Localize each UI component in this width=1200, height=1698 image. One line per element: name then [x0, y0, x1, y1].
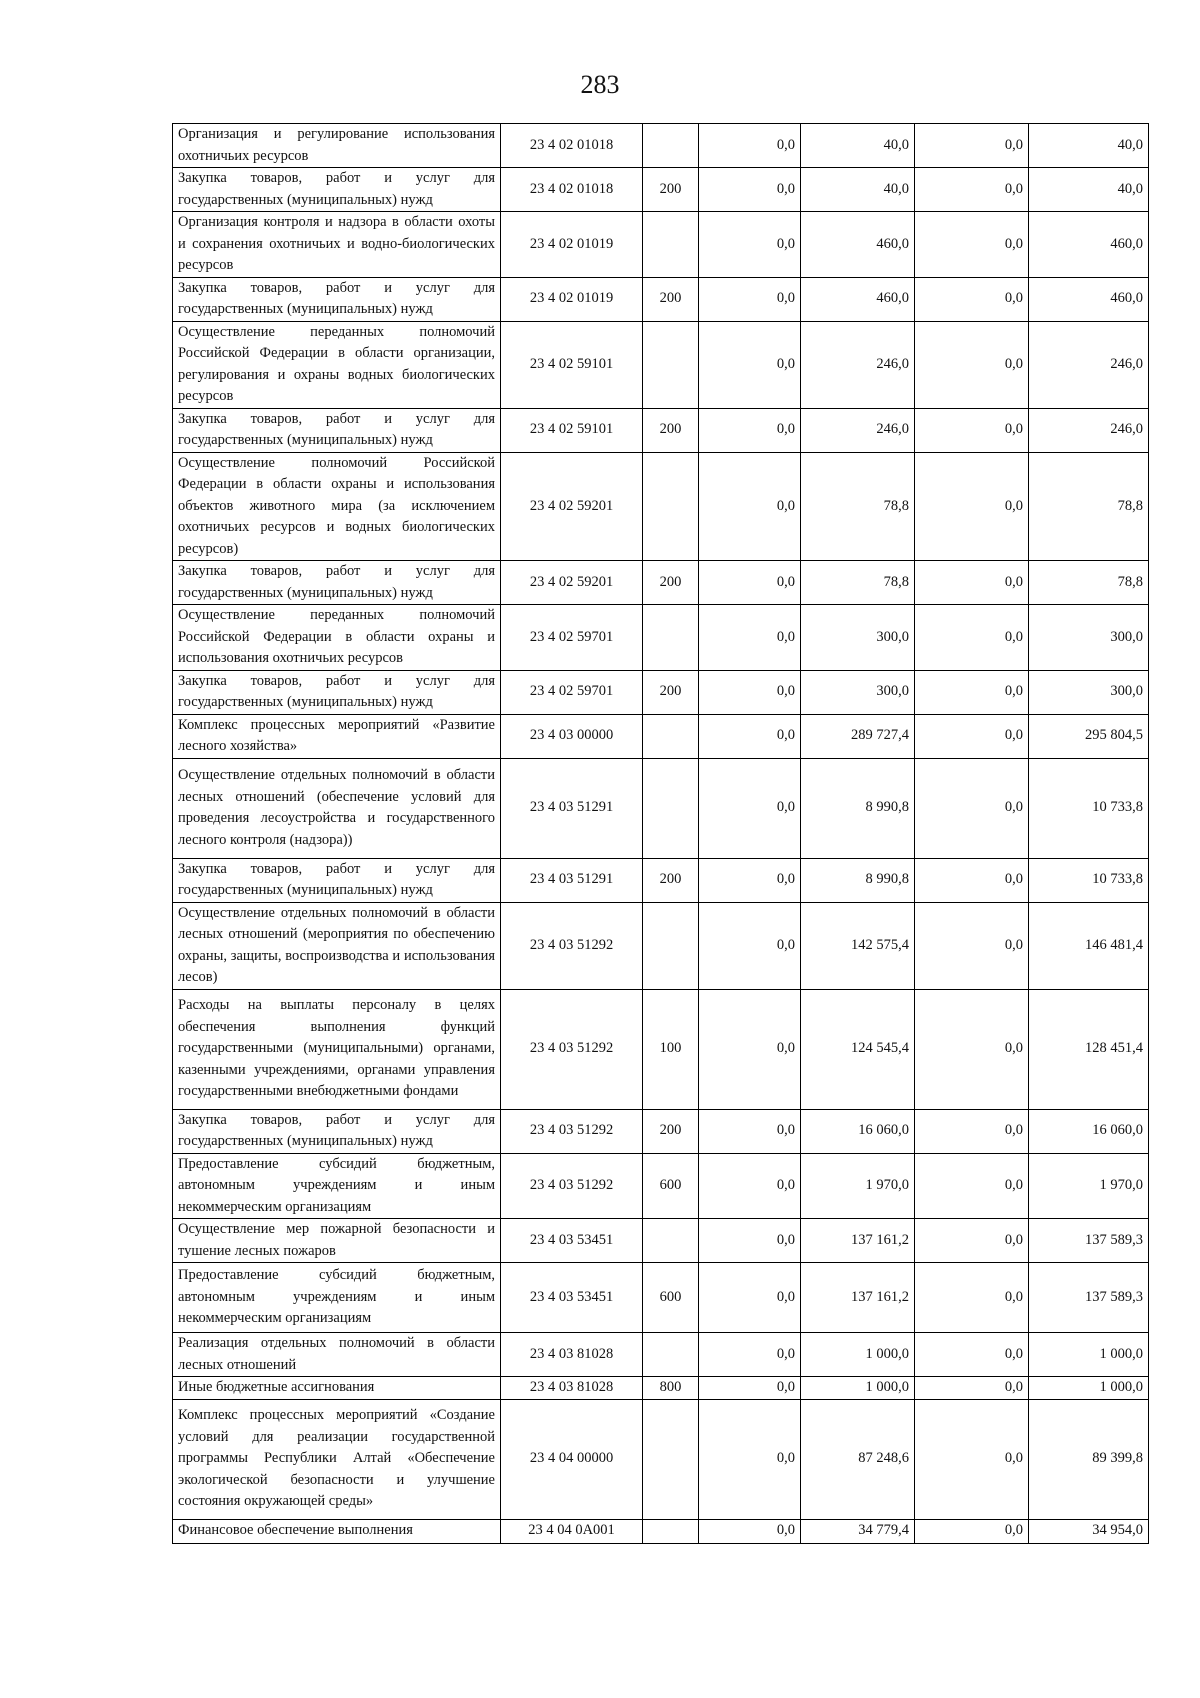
row-name: Закупка товаров, работ и услуг для государственных (муниципальных) нужд	[173, 670, 501, 714]
value-col-2: 87 248,6	[801, 1399, 915, 1519]
value-col-4: 1 000,0	[1029, 1333, 1149, 1377]
value-col-3: 0,0	[915, 989, 1029, 1109]
expense-type-code	[643, 758, 699, 858]
target-article-code: 23 4 03 51292	[501, 1109, 643, 1153]
expense-type-code	[643, 1333, 699, 1377]
value-col-4: 34 954,0	[1029, 1519, 1149, 1543]
value-col-2: 40,0	[801, 168, 915, 212]
row-name: Осуществление переданных полномочий Российской Федерации в области организации, регулирования и охраны водных биологических ресурсов	[173, 321, 501, 408]
row-name: Организация контроля и надзора в области охоты и сохранения охотничьих и водно-биологических ресурсов	[173, 212, 501, 278]
expense-type-code: 200	[643, 858, 699, 902]
row-name: Закупка товаров, работ и услуг для государственных (муниципальных) нужд	[173, 168, 501, 212]
expense-type-code: 600	[643, 1263, 699, 1333]
value-col-2: 1 000,0	[801, 1333, 915, 1377]
target-article-code: 23 4 03 53451	[501, 1263, 643, 1333]
page-number: 283	[580, 70, 620, 99]
target-article-code: 23 4 02 59201	[501, 452, 643, 561]
value-col-3: 0,0	[915, 124, 1029, 168]
expense-type-code: 100	[643, 989, 699, 1109]
table-row	[173, 321, 1149, 408]
value-col-4: 40,0	[1029, 124, 1149, 168]
table-row	[173, 1109, 1149, 1153]
expense-type-code: 200	[643, 1109, 699, 1153]
value-col-3: 0,0	[915, 902, 1029, 989]
value-col-1: 0,0	[699, 321, 801, 408]
table-row	[173, 561, 1149, 605]
value-col-4: 10 733,8	[1029, 858, 1149, 902]
target-article-code: 23 4 02 59701	[501, 670, 643, 714]
value-col-4: 16 060,0	[1029, 1109, 1149, 1153]
target-article-code: 23 4 03 81028	[501, 1377, 643, 1400]
value-col-4: 246,0	[1029, 321, 1149, 408]
row-name: Комплекс процессных мероприятий «Развитие лесного хозяйства»	[173, 714, 501, 758]
target-article-code: 23 4 02 59101	[501, 321, 643, 408]
value-col-4: 246,0	[1029, 408, 1149, 452]
row-name: Осуществление полномочий Российской Федерации в области охраны и использования объектов животного мира (за исключением охотничьих ресурсов и водных биологических ресурсов)	[173, 452, 501, 561]
value-col-3: 0,0	[915, 1377, 1029, 1400]
value-col-3: 0,0	[915, 1219, 1029, 1263]
expense-type-code: 800	[643, 1377, 699, 1400]
value-col-2: 246,0	[801, 321, 915, 408]
row-name: Закупка товаров, работ и услуг для государственных (муниципальных) нужд	[173, 858, 501, 902]
value-col-3: 0,0	[915, 670, 1029, 714]
table-row	[173, 1377, 1149, 1400]
value-col-1: 0,0	[699, 168, 801, 212]
expense-type-code: 600	[643, 1153, 699, 1219]
value-col-2: 1 970,0	[801, 1153, 915, 1219]
value-col-1: 0,0	[699, 758, 801, 858]
value-col-4: 137 589,3	[1029, 1219, 1149, 1263]
value-col-1: 0,0	[699, 858, 801, 902]
value-col-3: 0,0	[915, 1519, 1029, 1543]
value-col-4: 78,8	[1029, 452, 1149, 561]
target-article-code: 23 4 03 81028	[501, 1333, 643, 1377]
value-col-2: 246,0	[801, 408, 915, 452]
value-col-3: 0,0	[915, 1153, 1029, 1219]
value-col-4: 78,8	[1029, 561, 1149, 605]
row-name: Осуществление отдельных полномочий в области лесных отношений (мероприятия по обеспечению охраны, защиты, воспроизводства и использования лесов)	[173, 902, 501, 989]
target-article-code: 23 4 03 51291	[501, 858, 643, 902]
row-name: Финансовое обеспечение выполнения	[173, 1519, 501, 1543]
value-col-2: 1 000,0	[801, 1377, 915, 1400]
target-article-code: 23 4 03 00000	[501, 714, 643, 758]
value-col-3: 0,0	[915, 212, 1029, 278]
value-col-2: 40,0	[801, 124, 915, 168]
target-article-code: 23 4 02 01019	[501, 277, 643, 321]
value-col-2: 34 779,4	[801, 1519, 915, 1543]
value-col-1: 0,0	[699, 1377, 801, 1400]
table-row	[173, 1399, 1149, 1519]
row-name: Осуществление переданных полномочий Российской Федерации в области охраны и использования охотничьих ресурсов	[173, 605, 501, 671]
value-col-4: 10 733,8	[1029, 758, 1149, 858]
value-col-4: 1 000,0	[1029, 1377, 1149, 1400]
table-row	[173, 124, 1149, 168]
value-col-3: 0,0	[915, 1263, 1029, 1333]
expense-type-code	[643, 321, 699, 408]
target-article-code: 23 4 04 00000	[501, 1399, 643, 1519]
value-col-1: 0,0	[699, 561, 801, 605]
table-row	[173, 277, 1149, 321]
value-col-1: 0,0	[699, 989, 801, 1109]
value-col-4: 300,0	[1029, 670, 1149, 714]
table-row	[173, 212, 1149, 278]
expense-type-code: 200	[643, 168, 699, 212]
value-col-2: 460,0	[801, 212, 915, 278]
table-row	[173, 1333, 1149, 1377]
value-col-4: 40,0	[1029, 168, 1149, 212]
value-col-2: 137 161,2	[801, 1263, 915, 1333]
expense-type-code	[643, 1519, 699, 1543]
row-name: Реализация отдельных полномочий в области лесных отношений	[173, 1333, 501, 1377]
value-col-3: 0,0	[915, 1109, 1029, 1153]
table-row	[173, 605, 1149, 671]
value-col-4: 460,0	[1029, 277, 1149, 321]
value-col-1: 0,0	[699, 452, 801, 561]
target-article-code: 23 4 02 59101	[501, 408, 643, 452]
value-col-1: 0,0	[699, 277, 801, 321]
value-col-2: 16 060,0	[801, 1109, 915, 1153]
target-article-code: 23 4 03 51292	[501, 902, 643, 989]
table-row	[173, 989, 1149, 1109]
value-col-2: 8 990,8	[801, 858, 915, 902]
target-article-code: 23 4 02 01018	[501, 124, 643, 168]
value-col-2: 460,0	[801, 277, 915, 321]
target-article-code: 23 4 03 51292	[501, 989, 643, 1109]
table-row	[173, 408, 1149, 452]
value-col-3: 0,0	[915, 321, 1029, 408]
value-col-3: 0,0	[915, 408, 1029, 452]
value-col-1: 0,0	[699, 408, 801, 452]
value-col-1: 0,0	[699, 1219, 801, 1263]
expense-type-code: 200	[643, 670, 699, 714]
value-col-3: 0,0	[915, 277, 1029, 321]
value-col-2: 300,0	[801, 670, 915, 714]
value-col-2: 8 990,8	[801, 758, 915, 858]
value-col-3: 0,0	[915, 605, 1029, 671]
table-row	[173, 452, 1149, 561]
row-name: Закупка товаров, работ и услуг для государственных (муниципальных) нужд	[173, 561, 501, 605]
value-col-2: 300,0	[801, 605, 915, 671]
value-col-1: 0,0	[699, 1399, 801, 1519]
value-col-4: 1 970,0	[1029, 1153, 1149, 1219]
table-row	[173, 758, 1149, 858]
table-row	[173, 858, 1149, 902]
value-col-3: 0,0	[915, 714, 1029, 758]
value-col-1: 0,0	[699, 1333, 801, 1377]
value-col-2: 289 727,4	[801, 714, 915, 758]
table-row	[173, 670, 1149, 714]
row-name: Расходы на выплаты персоналу в целях обеспечения выполнения функций государственными (муниципальными) органами, казенными учреждениями, органами управления государственными внебюджетными фондами	[173, 989, 501, 1109]
row-name: Комплекс процессных мероприятий «Создание условий для реализации государственной программы Республики Алтай «Обеспечение экологической безопасности и улучшение состояния окружающей среды»	[173, 1399, 501, 1519]
row-name: Иные бюджетные ассигнования	[173, 1377, 501, 1400]
value-col-4: 89 399,8	[1029, 1399, 1149, 1519]
table-row	[173, 168, 1149, 212]
value-col-2: 137 161,2	[801, 1219, 915, 1263]
table-row	[173, 902, 1149, 989]
value-col-1: 0,0	[699, 670, 801, 714]
row-name: Предоставление субсидий бюджетным, автономным учреждениям и иным некоммерческим организациям	[173, 1153, 501, 1219]
target-article-code: 23 4 02 59701	[501, 605, 643, 671]
value-col-4: 146 481,4	[1029, 902, 1149, 989]
table-body	[173, 124, 1149, 1544]
expense-type-code	[643, 605, 699, 671]
expense-type-code	[643, 124, 699, 168]
value-col-4: 295 804,5	[1029, 714, 1149, 758]
value-col-1: 0,0	[699, 1109, 801, 1153]
value-col-4: 300,0	[1029, 605, 1149, 671]
table-row	[173, 1519, 1149, 1543]
value-col-4: 128 451,4	[1029, 989, 1149, 1109]
row-name: Закупка товаров, работ и услуг для государственных (муниципальных) нужд	[173, 408, 501, 452]
row-name: Осуществление мер пожарной безопасности и тушение лесных пожаров	[173, 1219, 501, 1263]
target-article-code: 23 4 02 01019	[501, 212, 643, 278]
expense-type-code	[643, 1219, 699, 1263]
value-col-1: 0,0	[699, 902, 801, 989]
expense-type-code	[643, 1399, 699, 1519]
value-col-2: 124 545,4	[801, 989, 915, 1109]
value-col-2: 142 575,4	[801, 902, 915, 989]
target-article-code: 23 4 03 51292	[501, 1153, 643, 1219]
value-col-1: 0,0	[699, 1519, 801, 1543]
expense-type-code	[643, 212, 699, 278]
table-row	[173, 1153, 1149, 1219]
value-col-1: 0,0	[699, 1263, 801, 1333]
value-col-2: 78,8	[801, 452, 915, 561]
row-name: Осуществление отдельных полномочий в области лесных отношений (обеспечение условий для проведения лесоустройства и государственного лесного контроля (надзора))	[173, 758, 501, 858]
value-col-3: 0,0	[915, 758, 1029, 858]
value-col-3: 0,0	[915, 1399, 1029, 1519]
expense-type-code	[643, 902, 699, 989]
expense-type-code	[643, 714, 699, 758]
value-col-3: 0,0	[915, 561, 1029, 605]
target-article-code: 23 4 03 51291	[501, 758, 643, 858]
value-col-1: 0,0	[699, 212, 801, 278]
expense-type-code: 200	[643, 561, 699, 605]
target-article-code: 23 4 02 59201	[501, 561, 643, 605]
value-col-3: 0,0	[915, 452, 1029, 561]
value-col-3: 0,0	[915, 1333, 1029, 1377]
value-col-2: 78,8	[801, 561, 915, 605]
row-name: Закупка товаров, работ и услуг для государственных (муниципальных) нужд	[173, 1109, 501, 1153]
table-row	[173, 1263, 1149, 1333]
value-col-4: 460,0	[1029, 212, 1149, 278]
target-article-code: 23 4 04 0А001	[501, 1519, 643, 1543]
expense-type-code	[643, 452, 699, 561]
value-col-3: 0,0	[915, 168, 1029, 212]
expense-type-code: 200	[643, 408, 699, 452]
row-name: Организация и регулирование использования охотничьих ресурсов	[173, 124, 501, 168]
row-name: Предоставление субсидий бюджетным, автономным учреждениям и иным некоммерческим организациям	[173, 1263, 501, 1333]
table-row	[173, 714, 1149, 758]
value-col-1: 0,0	[699, 714, 801, 758]
value-col-1: 0,0	[699, 605, 801, 671]
table-row	[173, 1219, 1149, 1263]
target-article-code: 23 4 03 53451	[501, 1219, 643, 1263]
value-col-4: 137 589,3	[1029, 1263, 1149, 1333]
expense-type-code: 200	[643, 277, 699, 321]
budget-table	[172, 123, 1149, 1544]
value-col-3: 0,0	[915, 858, 1029, 902]
target-article-code: 23 4 02 01018	[501, 168, 643, 212]
value-col-1: 0,0	[699, 1153, 801, 1219]
row-name: Закупка товаров, работ и услуг для государственных (муниципальных) нужд	[173, 277, 501, 321]
value-col-1: 0,0	[699, 124, 801, 168]
